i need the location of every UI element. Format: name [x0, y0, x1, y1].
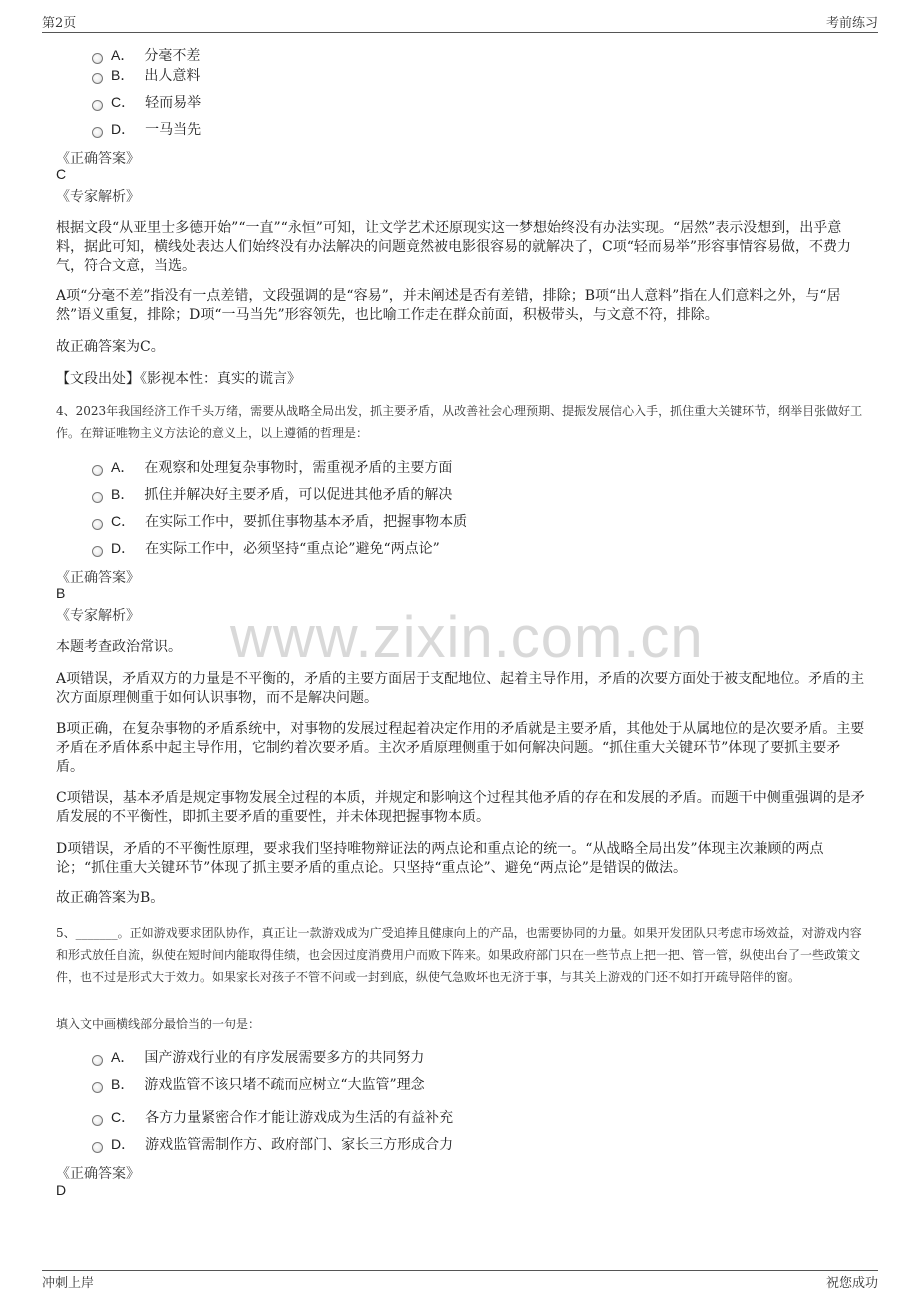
option-text: 轻而易举 [145, 95, 202, 111]
radio-icon[interactable] [92, 100, 103, 111]
q3-analysis-label: 《专家解析》 [56, 189, 140, 205]
radio-icon[interactable] [92, 1082, 103, 1093]
radio-icon[interactable] [92, 73, 103, 84]
watermark: www.zixin.com.cn [230, 605, 704, 670]
q5-answer: D [56, 1182, 67, 1198]
radio-icon[interactable] [92, 1055, 103, 1066]
q3-analysis-p3: 故正确答案为C。 [56, 339, 165, 355]
q3-option-b[interactable]: B． 出人意料 [92, 65, 200, 85]
q3-option-c[interactable]: C． 轻而易举 [92, 92, 201, 112]
q4-analysis-p1: 本题考查政治常识。 [56, 639, 182, 655]
header-divider [42, 32, 878, 33]
q5-prompt: 填入文中画横线部分最恰当的一句是： [56, 1017, 261, 1031]
q4-answer: B [56, 585, 66, 601]
option-text: 各方力量紧密合作才能让游戏成为生活的有益补充 [145, 1110, 454, 1126]
option-text: 一马当先 [145, 122, 202, 138]
radio-icon[interactable] [92, 1115, 103, 1126]
q3-option-a[interactable]: A． 分毫不差 [92, 45, 200, 65]
radio-icon[interactable] [92, 465, 103, 476]
q4-analysis-p5: D项错误，矛盾的不平衡性原理，要求我们坚持唯物辩证法的两点论和重点论的统一。“从战略全局出发”体现主次兼顾的两点论；“抓住重大关键环节”体现了抓主要矛盾的重点论。只坚持“重点论”、避免“两点论”是错误的做法。 [56, 841, 824, 876]
q4-answer-label: 《正确答案》 [56, 570, 140, 586]
radio-icon[interactable] [92, 519, 103, 530]
q3-analysis-p2: A项“分毫不差”指没有一点差错，文段强调的是“容易”，并未阐述是否有差错，排除；B项“出人意料”指在人们意料之外，与“居然”语义重复，排除；D项“一马当先”形容领先，也比喻工作走在群众前面，积极带头，与文意不符，排除。 [56, 288, 841, 323]
radio-icon[interactable] [92, 53, 103, 64]
option-text: 在实际工作中，必须坚持“重点论”避免“两点论” [145, 541, 440, 557]
q3-source: 【文段出处】《影视本性：真实的谎言》 [56, 371, 301, 387]
q5-option-d[interactable]: D． 游戏监管需制作方、政府部门、家长三方形成合力 [92, 1134, 453, 1154]
q4-analysis-p2: A项错误，矛盾双方的力量是不平衡的，矛盾的主要方面居于支配地位、起着主导作用，矛盾的次要方面处于被支配地位。矛盾的主次方面原理侧重于如何认识事物，而不是解决问题。 [56, 671, 865, 706]
radio-icon[interactable] [92, 127, 103, 138]
q5-option-b[interactable]: B． 游戏监管不该只堵不疏而应树立“大监管”理念 [92, 1074, 425, 1094]
q4-option-d[interactable]: D． 在实际工作中，必须坚持“重点论”避免“两点论” [92, 538, 440, 558]
q3-answer: C [56, 166, 67, 182]
q4-analysis-label: 《专家解析》 [56, 608, 140, 624]
q4-analysis-p3: B项正确，在复杂事物的矛盾系统中，对事物的发展过程起着决定作用的矛盾就是主要矛盾，其他处于从属地位的是次要矛盾。主要矛盾在矛盾体系中起主导作用，它制约着次要矛盾。主次矛盾原理侧重于如何解决问题。“抓住重大关键环节”体现了要抓主要矛盾。 [56, 721, 865, 775]
q4-option-b[interactable]: B． 抓住并解决好主要矛盾，可以促进其他矛盾的解决 [92, 484, 452, 504]
radio-icon[interactable] [92, 546, 103, 557]
footer-divider [42, 1270, 878, 1271]
option-text: 游戏监管需制作方、政府部门、家长三方形成合力 [145, 1137, 454, 1153]
radio-icon[interactable] [92, 492, 103, 503]
footer-right: 祝您成功 [825, 1276, 878, 1291]
page-number: 第2页 [42, 16, 77, 31]
q5-answer-label: 《正确答案》 [56, 1166, 140, 1182]
q4-stem: 4、2023年我国经济工作千头万绪，需要从战略全局出发，抓主要矛盾，从改善社会心理预期、提振发展信心入手，抓住重大关键环节，纲举目张做好工作。在辩证唯物主义方法论的意义上，以上遵循的哲理是： [56, 404, 863, 440]
option-text: 在观察和处理复杂事物时，需重视矛盾的主要方面 [144, 460, 453, 476]
option-text: 出人意料 [144, 68, 201, 84]
q5-option-c[interactable]: C． 各方力量紧密合作才能让游戏成为生活的有益补充 [92, 1107, 453, 1127]
option-text: 分毫不差 [144, 48, 201, 64]
q4-option-a[interactable]: A． 在观察和处理复杂事物时，需重视矛盾的主要方面 [92, 457, 452, 477]
option-text: 游戏监管不该只堵不疏而应树立“大监管”理念 [144, 1077, 425, 1093]
q4-analysis-p6: 故正确答案为B。 [56, 890, 165, 906]
q3-analysis-p1: 根据文段“从亚里士多德开始”“一直”“永恒”可知，让文学艺术还原现实这一梦想始终没有办法实现。“居然”表示没想到，出乎意料，据此可知，横线处表达人们始终没有办法解决的问题竟然被电影很容易的就解决了，C项“轻而易举”形容事情容易做，不费力气，符合文意，当选。 [56, 220, 852, 274]
q5-option-a[interactable]: A． 国产游戏行业的有序发展需要多方的共同努力 [92, 1047, 424, 1067]
option-text: 在实际工作中，要抓住事物基本矛盾，把握事物本质 [145, 514, 468, 530]
footer-left: 冲刺上岸 [42, 1276, 95, 1291]
option-text: 抓住并解决好主要矛盾，可以促进其他矛盾的解决 [144, 487, 453, 503]
q5-stem: 5、_______。正如游戏要求团队协作，真正让一款游戏成为广受追捧且健康向上的产品，也需要协同的力量。如果开发团队只考虑市场效益，对游戏内容和形式放任自流，纵使在短时间内能取得佳绩，也会因过度消费用户而败下阵来。如果政府部门只在一些节点上把一把、管一管，纵使出台了一些政策文件，也不过是形式大于效力。如果家长对孩子不管不问或一封到底，纵使气急败坏也无济于事，与其关上游戏的门还不如打开疏导陪伴的窗。 [56, 926, 862, 984]
q4-option-c[interactable]: C． 在实际工作中，要抓住事物基本矛盾，把握事物本质 [92, 511, 467, 531]
q4-analysis-p4: C项错误，基本矛盾是规定事物发展全过程的本质，并规定和影响这个过程其他矛盾的存在和发展的矛盾。而题干中侧重强调的是矛盾发展的不平衡性，即抓主要矛盾的重要性，并未体现把握事物本质。 [56, 790, 865, 825]
radio-icon[interactable] [92, 1142, 103, 1153]
q3-option-d[interactable]: D． 一马当先 [92, 119, 201, 139]
header-title: 考前练习 [825, 16, 878, 31]
option-text: 国产游戏行业的有序发展需要多方的共同努力 [144, 1050, 425, 1066]
q3-answer-label: 《正确答案》 [56, 151, 140, 167]
